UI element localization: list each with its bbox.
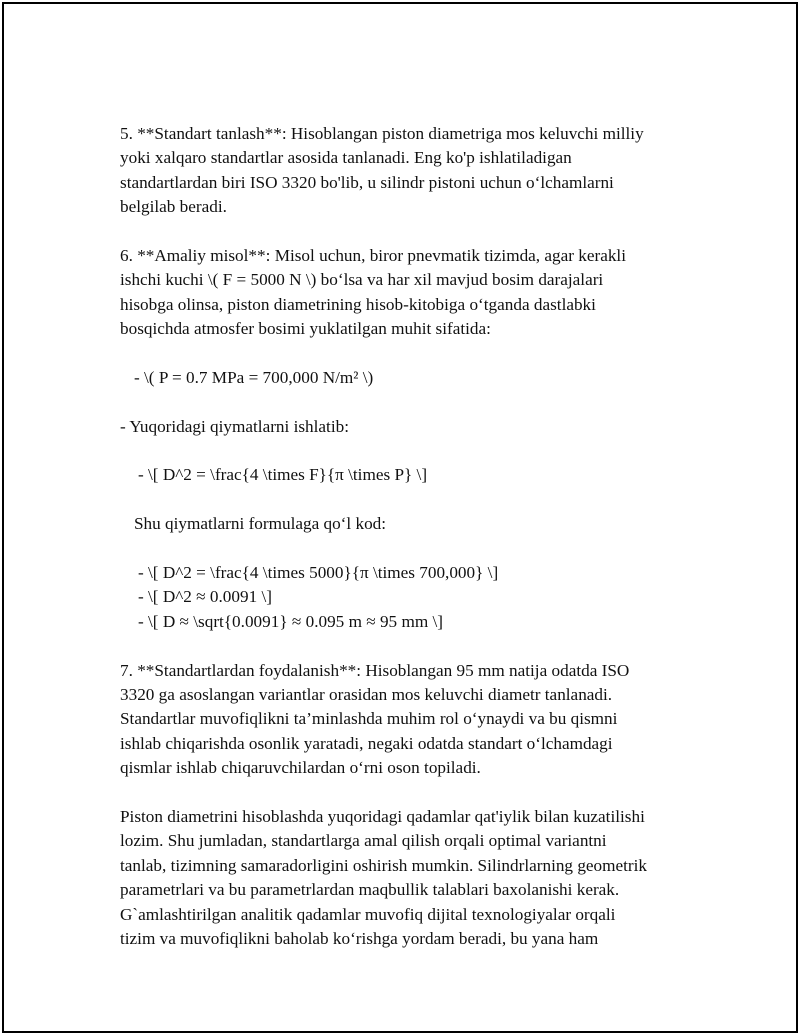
text-line: Piston diametrini hisoblashda yuqoridagi qadamlar qat'iylik bilan kuzatilishi (120, 806, 645, 826)
text-line: G`amlashtirilgan analitik qadamlar muvofiq dijital texnologiyalar orqali (120, 904, 616, 924)
paragraph-7-standartlardan-foydalanish (120, 659, 700, 781)
paragraph-gap (120, 390, 700, 414)
text-line: Standartlar muvofiqlikni ta’minlashda muhim rol o‘ynaydi va bu qismni (120, 709, 618, 729)
text-line: ishchi kuchi \( F = 5000 N \) bo‘lsa va har xil mavjud bosim darajalari (120, 270, 604, 290)
text-line: 5. **Standart tanlash**: Hisoblangan piston diametriga mos keluvchi milliy (120, 124, 644, 143)
paragraph-5-standart-tanlash (120, 122, 700, 220)
document-body (120, 122, 700, 951)
paragraph-gap (120, 781, 700, 805)
text-line: 7. **Standartlardan foydalanish**: Hisoblangan 95 mm natija odatda ISO (120, 660, 630, 680)
text-line: hisobga olinsa, piston diametrining hisob-kitobiga o‘tganda dastlabki (120, 294, 596, 314)
text-line: ishlab chiqarishda osonlik yaratadi, negaki odatda standart o‘lchamdagi (120, 733, 613, 753)
formula-line: - \[ D^2 = \frac{4 \times F}{π \times P} \] (138, 465, 428, 485)
paragraph-6-amaliy-misol (120, 244, 700, 342)
paragraph-conclusion (120, 805, 700, 951)
paragraph-gap (120, 537, 700, 561)
text-line: belgilab beradi. (120, 197, 227, 217)
code-intro-line: Shu qiymatlarni formulaga qo‘l kod: (134, 514, 387, 534)
calculation-line: - \[ D^2 = \frac{4 \times 5000}{π \times 700,000} \] (138, 563, 499, 583)
calculation-steps (120, 561, 700, 634)
calculation-line: - \[ D ≈ \sqrt{0.0091} ≈ 0.095 m ≈ 95 mm \] (138, 611, 443, 631)
paragraph-gap (120, 220, 700, 244)
text-line: tanlab, tizimning samaradorligini oshirish mumkin. Silindrlarning geometrik (120, 855, 648, 875)
paragraph-gap (120, 342, 700, 366)
text-line: parametrlari va bu parametrlardan maqbullik talablari baxolanishi kerak. (120, 880, 620, 900)
calculation-line: - \[ D^2 ≈ 0.0091 \] (138, 587, 272, 607)
paragraph-gap (120, 488, 700, 512)
paragraph-gap (120, 634, 700, 658)
text-line: 6. **Amaliy misol**: Misol uchun, biror pnevmatik tizimda, agar kerakli (120, 245, 626, 265)
text-line: bosqichda atmosfer bosimi yuklatilgan muhit sifatida: (120, 319, 491, 339)
paragraph-gap (120, 439, 700, 463)
use-values-line: - Yuqoridagi qiymatlarni ishlatib: (120, 416, 349, 436)
text-line: qismlar ishlab chiqaruvchilardan o‘rni oson topiladi. (120, 758, 481, 778)
text-line: 3320 ga asoslangan variantlar orasidan mos keluvchi diametr tanlanadi. (120, 684, 613, 704)
text-line: tizim va muvofiqlikni baholab ko‘rishga yordam beradi, bu yana ham (120, 928, 599, 948)
text-line: lozim. Shu jumladan, standartlarga amal qilish orqali optimal variantni (120, 831, 607, 851)
text-line: standartlardan biri ISO 3320 bo'lib, u silindr pistoni uchun o‘lchamlarni (120, 172, 614, 192)
pressure-value-line: - \( P = 0.7 MPa = 700,000 N/m² \) (134, 367, 374, 387)
document-page (2, 2, 798, 1033)
text-line: yoki xalqaro standartlar asosida tanlanadi. Eng ko'p ishlatiladigan (120, 148, 572, 168)
